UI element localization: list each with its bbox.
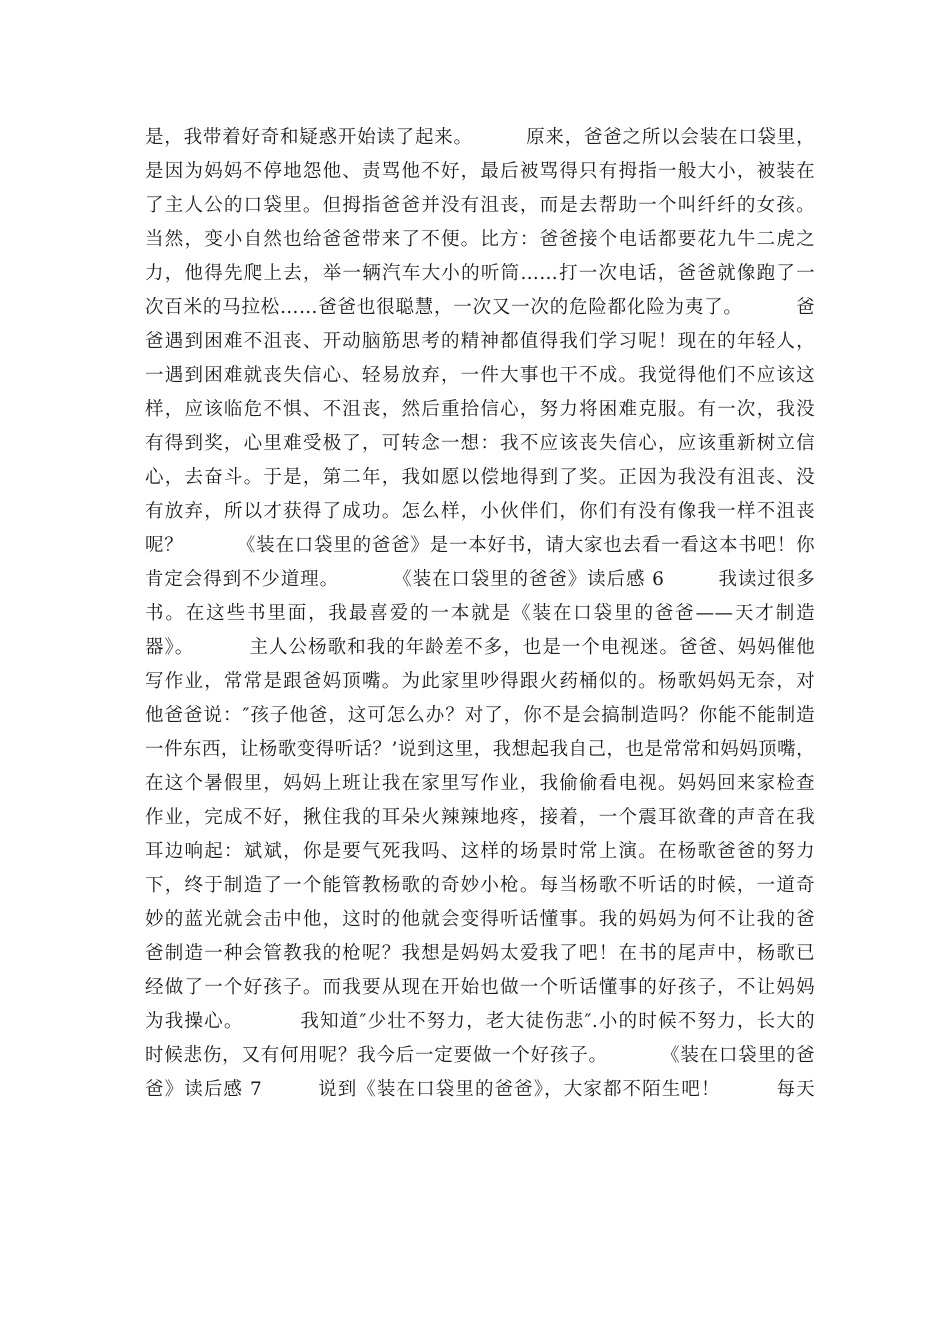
text-line: 一遇到困难就丧失信心、轻易放弃，一件大事也干不成。我觉得他们不应该这	[145, 365, 815, 386]
text-line: 了主人公的口袋里。但拇指爸爸并没有沮丧，而是去帮助一个叫纤纤的女孩。	[145, 195, 815, 216]
text-line: 时候悲伤，又有何用呢？我今后一定要做一个好孩子。 《装在口袋里的爸	[145, 1045, 815, 1066]
text-line: 心，去奋斗。于是，第二年，我如愿以偿地得到了奖。正因为我没有沮丧、没	[145, 467, 815, 488]
text-line: 耳边响起：斌斌，你是要气死我吗、这样的场景时常上演。在杨歌爸爸的努力	[145, 841, 815, 862]
text-line: 是因为妈妈不停地怨他、责骂他不好，最后被骂得只有拇指一般大小，被装在	[145, 161, 815, 182]
text-line: 样，应该临危不惧、不沮丧，然后重拾信心，努力将困难克服。有一次，我没	[145, 399, 815, 420]
text-line: 是，我带着好奇和疑惑开始读了起来。 原来，爸爸之所以会装在口袋里，	[145, 127, 815, 148]
text-line: 一件东西，让杨歌变得听话？’说到这里，我想起我自己，也是常常和妈妈顶嘴，	[145, 739, 815, 760]
text-line: 爸遇到困难不沮丧、开动脑筋思考的精神都值得我们学习呢！现在的年轻人，	[145, 331, 815, 352]
text-line: 为我操心。 我知道″少壮不努力，老大徒伤悲″.小的时候不努力，长大的	[145, 1011, 815, 1032]
text-line: 在这个暑假里，妈妈上班让我在家里写作业，我偷偷看电视。妈妈回来家检查	[145, 773, 815, 794]
text-line: 有放弃，所以才获得了成功。怎么样，小伙伴们，你们有没有像我一样不沮丧	[145, 501, 815, 522]
text-line: 有得到奖，心里难受极了，可转念一想：我不应该丧失信心，应该重新树立信	[145, 433, 815, 454]
text-line: 妙的蓝光就会击中他，这时的他就会变得听话懂事。我的妈妈为何不让我的爸	[145, 909, 815, 930]
text-line: 作业，完成不好，揪住我的耳朵火辣辣地疼，接着，一个震耳欲聋的声音在我	[145, 807, 815, 828]
text-line: 爸》读后感 7 说到《装在口袋里的爸爸》，大家都不陌生吧！ 每天	[145, 1079, 815, 1100]
text-line: 爸制造一种会管教我的枪呢？我想是妈妈太爱我了吧！在书的尾声中，杨歌已	[145, 943, 815, 964]
text-line: 经做了一个好孩子。而我要从现在开始也做一个听话懂事的好孩子，不让妈妈	[145, 977, 815, 998]
text-line: 力，他得先爬上去，举一辆汽车大小的听筒……打一次电话，爸爸就像跑了一	[145, 263, 815, 284]
text-line: 呢？ 《装在口袋里的爸爸》是一本好书，请大家也去看一看这本书吧！你	[145, 535, 815, 556]
text-line: 肯定会得到不少道理。 《装在口袋里的爸爸》读后感 6 我读过很多	[145, 569, 815, 590]
text-line: 器》。 主人公杨歌和我的年龄差不多，也是一个电视迷。爸爸、妈妈催他	[145, 637, 815, 658]
text-line: 写作业，常常是跟爸妈顶嘴。为此家里吵得跟火药桶似的。杨歌妈妈无奈，对	[145, 671, 815, 692]
text-line: 书。在这些书里面，我最喜爱的一本就是《装在口袋里的爸爸——天才制造	[145, 603, 815, 624]
text-line: 他爸爸说：″孩子他爸，这可怎么办？对了，你不是会搞制造吗？你能不能制造	[145, 705, 815, 726]
text-line: 下，终于制造了一个能管教杨歌的奇妙小枪。每当杨歌不听话的时候，一道奇	[145, 875, 815, 896]
body-text	[145, 121, 815, 1107]
text-line: 次百米的马拉松……爸爸也很聪慧，一次又一次的危险都化险为夷了。 爸	[145, 297, 815, 318]
text-line: 当然，变小自然也给爸爸带来了不便。比方：爸爸接个电话都要花九牛二虎之	[145, 229, 815, 250]
